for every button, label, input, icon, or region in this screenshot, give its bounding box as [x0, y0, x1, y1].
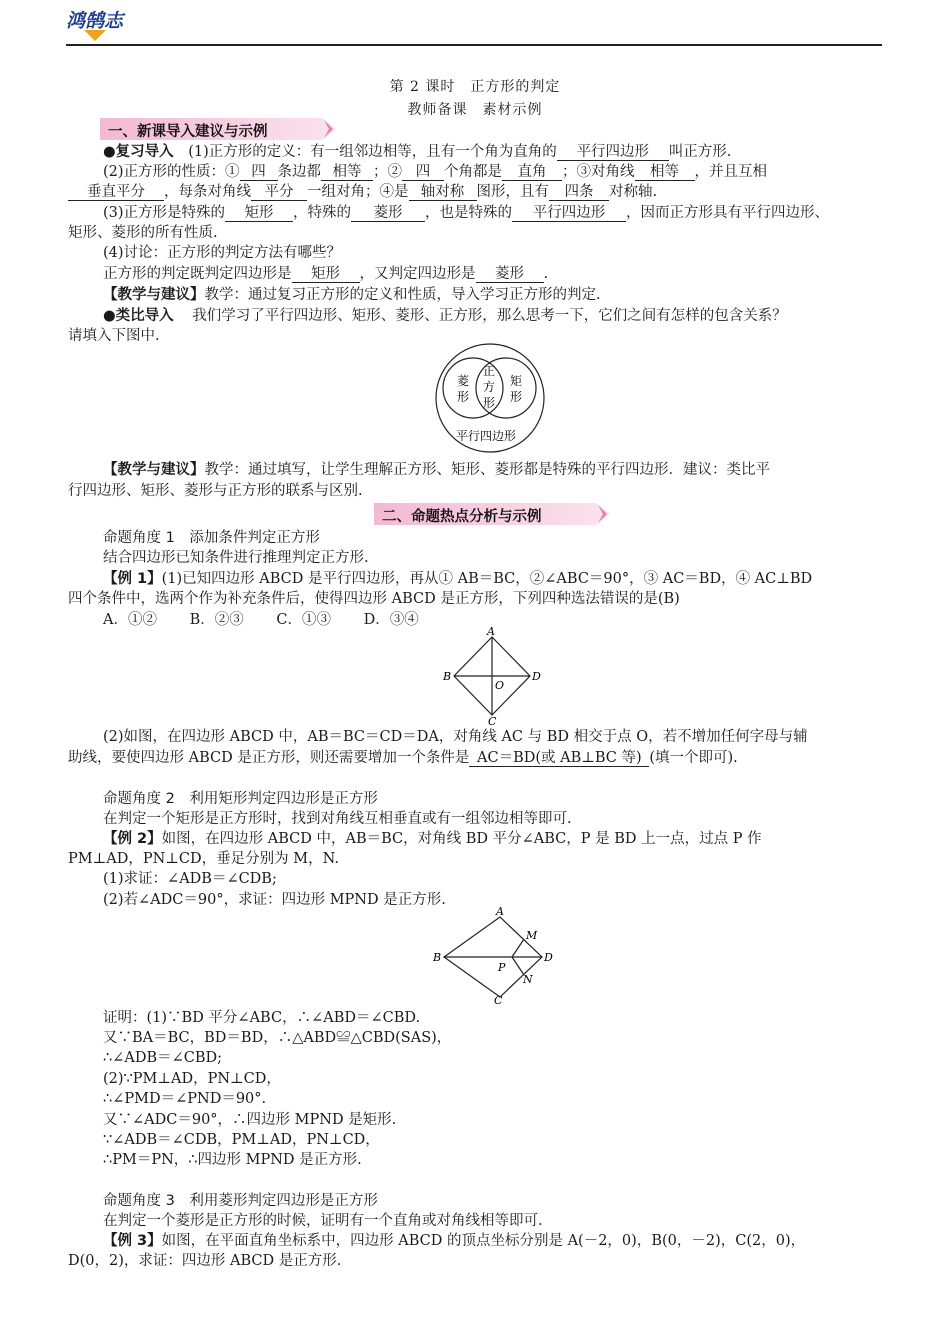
option-b: B．②③: [189, 612, 244, 628]
example2-q2: (2)若∠ADC＝90°，求证：四边形 MPND 是正方形.: [103, 892, 446, 908]
answer-blank: 平行四边形: [557, 144, 669, 161]
section1-banner-text: 一、新课导入建议与示例: [108, 124, 268, 140]
tip-label: 【教学与建议】: [103, 287, 205, 303]
angle1-heading: 命题角度 1 添加条件判定正方形: [103, 530, 320, 546]
review-para-2b: [68, 182, 657, 202]
angle3-intro: 在判定一个菱形是正方形的时候，证明有一个直角或对角线相等即可.: [103, 1213, 543, 1229]
answer-blank: 相等: [321, 164, 373, 181]
answer-blank: 垂直平分: [68, 184, 164, 201]
label-a: A: [487, 627, 495, 638]
example1-para-b: 四个条件中，选两个作为补充条件后，使得四边形 ABCD 是正方形，下列四种选法错误的是(B): [68, 591, 680, 607]
text: 如图，在平面直角坐标系中，四边形 ABCD 的顶点坐标分别是 A(－2，0)，B(0，－2)，C(2，0)，: [161, 1233, 806, 1249]
review-bullet: ●复习导入: [103, 144, 174, 160]
review-para-3b: 矩形、菱形的所有性质.: [68, 225, 218, 241]
answer-blank: 四条: [549, 184, 609, 201]
label-m: M: [526, 929, 538, 942]
proof-line-5: ∴∠PMD＝∠PND＝90°.: [103, 1091, 267, 1107]
answer-blank: 菱形: [351, 205, 425, 222]
proof-line-2: 又∵BA＝BC，BD＝BD，∴△ABD≌△CBD(SAS)，: [103, 1030, 452, 1046]
review-para-2: [103, 162, 767, 182]
angle2-intro: 在判定一个矩形是正方形时，找到对角线互相垂直或有一组邻边相等即可.: [103, 811, 572, 827]
label-o: O: [495, 679, 505, 692]
text: ，并且互相: [694, 164, 768, 180]
figure-rhombus-abcd: [440, 627, 544, 727]
analogy-tip: [103, 460, 770, 480]
option-c: C．①③: [276, 612, 331, 628]
text: 我们学习了平行四边形、矩形、菱形、正方形，那么思考一下，它们之间有怎样的包含关系？: [192, 308, 787, 324]
example-label: 【例 1】: [103, 571, 162, 587]
text: 对称轴.: [609, 184, 658, 200]
header-rule: [66, 44, 882, 46]
label-b: B: [443, 670, 452, 683]
label-c: C: [494, 994, 503, 1005]
proof-line-3: ∴∠ADB＝∠CBD;: [103, 1050, 223, 1066]
review-para-4: (4)讨论：正方形的判定方法有哪些？: [103, 245, 342, 261]
answer-blank: 矩形: [292, 266, 360, 283]
proof-line-1: 证明：(1)∵BD 平分∠ABC，∴∠ABD＝∠CBD.: [103, 1010, 421, 1026]
example1-para: [103, 569, 812, 589]
example2-para: [103, 829, 762, 849]
text: .: [543, 266, 549, 282]
angle2-heading: 命题角度 2 利用矩形判定四边形是正方形: [103, 791, 378, 807]
analogy-para-b: 请填入下图中.: [68, 328, 160, 344]
text: ，特殊的: [293, 205, 352, 221]
answer-blank: 菱形: [476, 266, 544, 283]
proof-line-6: 又∵∠ADC＝90°，∴四边形 MPND 是矩形.: [103, 1112, 397, 1128]
section2-banner: [374, 503, 610, 525]
label-n: N: [523, 973, 533, 986]
text: (2)正方形的性质：①: [103, 164, 240, 180]
label-b: B: [433, 951, 442, 964]
section1-banner: [100, 118, 336, 140]
proof-line-7: ∵∠ADB＝∠CDB，PM⊥AD，PN⊥CD，: [103, 1132, 380, 1148]
page-title: 第 2 课时 正方形的判定: [389, 79, 561, 95]
text: 个角都是: [444, 164, 503, 180]
answer-blank: 四: [240, 164, 278, 181]
text: 正方形的判定既判定四边形是: [103, 266, 292, 282]
answer-blank: 四: [402, 164, 444, 181]
example2-q1: (1)求证：∠ADB＝∠CDB;: [103, 871, 277, 887]
section2-banner-text: 二、命题热点分析与示例: [382, 509, 542, 525]
analogy-bullet: ●类比导入: [103, 308, 174, 324]
text: ，又判定四边形是: [359, 266, 476, 282]
venn-center-3: 形: [483, 396, 496, 410]
label-c: C: [488, 715, 497, 727]
tip-label: 【教学与建议】: [103, 462, 205, 478]
page-subtitle: 教师备课 素材示例: [407, 102, 543, 118]
perpendicular-pm: [512, 939, 524, 957]
analogy-tip-b: 行四边形、矩形、菱形与正方形的联系与区别.: [68, 483, 363, 499]
example1-part2-b: [68, 748, 738, 768]
text: (1)已知四边形 ABCD 是平行四边形，再从① AB＝BC，②∠ABC＝90°，③ AC＝BD，④ AC⊥BD: [161, 571, 813, 587]
example-label: 【例 3】: [103, 1233, 162, 1249]
venn-center-2: 方: [483, 380, 496, 394]
option-d: D．③④: [363, 612, 419, 628]
answer-blank: 矩形: [225, 205, 293, 222]
figure-kite-abcd: [430, 905, 556, 1005]
answer-blank: 直角: [502, 164, 562, 181]
venn-left-1: 菱: [457, 374, 470, 388]
text: (填一个即可).: [649, 750, 738, 766]
review-para-1: [103, 142, 731, 162]
text: (1)正方形的定义：有一组邻边相等，且有一个角为直角的: [188, 144, 557, 160]
text: 如图，在四边形 ABCD 中，AB＝BC，对角线 BD 平分∠ABC，P 是 BD 上一点，过点 P 作: [161, 831, 762, 847]
example-label: 【例 2】: [103, 831, 162, 847]
label-p: P: [498, 961, 506, 974]
text: 图形，且有: [476, 184, 549, 200]
angle1-intro: 结合四边形已知条件进行推理判定正方形.: [103, 550, 369, 566]
answer-blank: 轴对称: [409, 184, 477, 201]
example1-part2: (2)如图，在四边形 ABCD 中，AB＝BC＝CD＝DA，对角线 AC 与 BD 相交于点 O，若不增加任何字母与辅: [103, 729, 808, 745]
text: (3)正方形是特殊的: [103, 205, 226, 221]
answer-blank: 相等: [635, 164, 695, 181]
example3-para-b: D(0，2)，求证：四边形 ABCD 是正方形.: [68, 1253, 342, 1269]
proof-line-4: (2)∵PM⊥AD，PN⊥CD，: [103, 1071, 281, 1087]
review-para-3: [103, 203, 829, 223]
analogy-para: [103, 306, 787, 326]
text: 叫正方形.: [668, 144, 732, 160]
venn-outer-label: 平行四边形: [456, 429, 517, 443]
venn-left-2: 形: [457, 390, 470, 404]
label-d: D: [544, 951, 553, 964]
review-para-5: [103, 264, 548, 284]
answer-blank: AC＝BD(或 AB⊥BC 等): [469, 750, 649, 767]
tip-text: 教学：通过填写，让学生理解正方形、矩形、菱形都是特殊的平行四边形．建议：类比平: [204, 462, 770, 478]
label-d: D: [532, 670, 541, 683]
logo-text: 鸿鹄志: [66, 10, 124, 32]
venn-right-2: 形: [510, 390, 523, 404]
label-a: A: [496, 905, 504, 918]
text: ；③对角线: [562, 164, 635, 180]
text: ，也是特殊的: [425, 205, 513, 221]
venn-right-1: 矩: [510, 374, 523, 388]
answer-blank: 平分: [251, 184, 307, 201]
venn-center-1: 正: [483, 364, 496, 378]
example3-para: [103, 1231, 805, 1251]
example1-options: [103, 610, 419, 630]
venn-diagram: [431, 343, 551, 455]
option-a: A．①②: [103, 612, 157, 628]
publisher-logo: [66, 8, 141, 42]
text: 条边都: [277, 164, 322, 180]
text: ；②: [373, 164, 403, 180]
review-tip: [103, 285, 601, 305]
text: ，每条对角线: [164, 184, 251, 200]
example2-para-b: PM⊥AD，PN⊥CD，垂足分别为 M，N.: [68, 851, 339, 867]
angle3-heading: 命题角度 3 利用菱形判定四边形是正方形: [103, 1193, 378, 1209]
text: 助线，要使四边形 ABCD 是正方形，则还需要增加一个条件是: [68, 750, 470, 766]
text: ，因而正方形具有平行四边形、: [626, 205, 830, 221]
text: 一组对角；④是: [307, 184, 409, 200]
proof-line-8: ∴PM＝PN，∴四边形 MPND 是正方形.: [103, 1152, 362, 1168]
answer-blank: 平行四边形: [512, 205, 626, 222]
tip-text: 教学：通过复习正方形的定义和性质，导入学习正方形的判定.: [204, 287, 601, 303]
